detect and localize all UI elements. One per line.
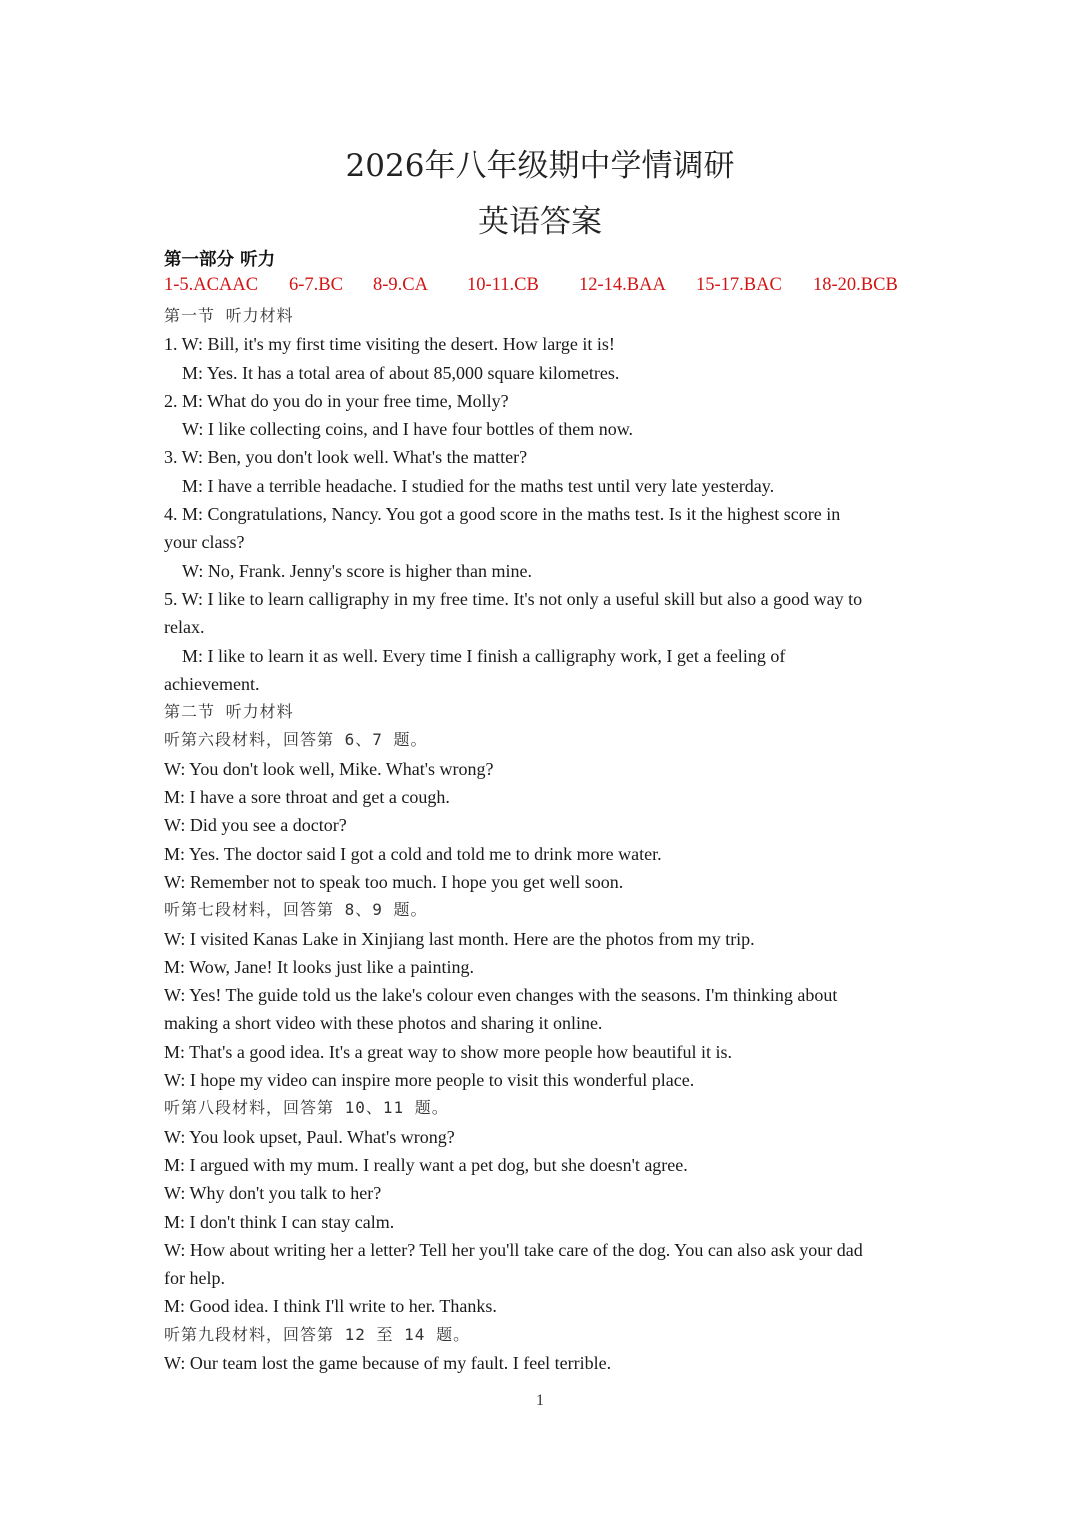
listening-transcript — [164, 302, 909, 1377]
transcript-line: 5. W: I like to learn calligraphy in my free time. It's not only a useful skill but also a good way to — [164, 588, 863, 609]
answer-key-row — [0, 275, 1080, 301]
transcript-line: W: You look upset, Paul. What's wrong? — [164, 1126, 455, 1147]
answer-key: 12-14.BAA — [579, 275, 666, 295]
page-subtitle: 英语答案 — [478, 204, 602, 240]
transcript-line: W: Why don't you talk to her? — [164, 1183, 382, 1204]
transcript-line: W: I visited Kanas Lake in Xinjiang last month. Here are the photos from my trip. — [164, 928, 755, 949]
transcript-line: your class? — [164, 532, 245, 553]
transcript-line: M: I argued with my mum. I really want a pet dog, but she doesn't agree. — [164, 1154, 688, 1175]
answer-key: 6-7.BC — [289, 275, 343, 295]
transcript-line: M: Good idea. I think I'll write to her. Thanks. — [164, 1296, 497, 1317]
transcript-line: W: No, Frank. Jenny's score is higher than mine. — [182, 560, 533, 581]
transcript-line: 4. M: Congratulations, Nancy. You got a good score in the maths test. Is it the highest score in — [164, 504, 841, 525]
transcript-line: M: I have a terrible headache. I studied for the maths test until very late yesterday. — [182, 475, 775, 496]
transcript-line: W: I like collecting coins, and I have four bottles of them now. — [182, 419, 634, 440]
section-heading: 第一部分 听力 — [164, 250, 276, 270]
transcript-line: for help. — [164, 1268, 225, 1289]
transcript-line: 2. M: What do you do in your free time, Molly? — [164, 390, 509, 411]
page-title: 2026年八年级期中学情调研 — [345, 148, 735, 184]
answer-key: 10-11.CB — [467, 275, 539, 295]
transcript-line: 3. W: Ben, you don't look well. What's the matter? — [164, 447, 528, 468]
transcript-line: M: I have a sore throat and get a cough. — [164, 787, 450, 808]
section-label: 听第八段材料，回答第 10、11 题。 — [164, 1098, 449, 1118]
section-label: 听第九段材料，回答第 12 至 14 题。 — [164, 1324, 471, 1344]
transcript-line: M: I don't think I can stay calm. — [164, 1211, 395, 1232]
transcript-line: W: Yes! The guide told us the lake's colour even changes with the seasons. I'm thinking about — [164, 985, 838, 1006]
answer-key: 8-9.CA — [373, 275, 428, 295]
section-label: 第二节 听力材料 — [164, 702, 294, 722]
transcript-line: W: Remember not to speak too much. I hope you get well soon. — [164, 871, 624, 892]
answer-key: 1-5.ACAAC — [164, 275, 259, 295]
transcript-line: W: How about writing her a letter? Tell her you'll take care of the dog. You can also ask your dad — [164, 1239, 863, 1260]
transcript-line: 1. W: Bill, it's my first time visiting the desert. How large it is! — [164, 334, 615, 355]
answer-key: 18-20.BCB — [813, 275, 898, 295]
section-label: 第一节 听力材料 — [164, 306, 294, 325]
transcript-line: W: I hope my video can inspire more people to visit this wonderful place. — [164, 1070, 695, 1091]
transcript-line: M: That's a good idea. It's a great way to show more people how beautiful it is. — [164, 1041, 733, 1062]
transcript-line: M: Wow, Jane! It looks just like a painting. — [164, 956, 475, 977]
transcript-line: making a short video with these photos and sharing it online. — [164, 1013, 603, 1034]
transcript-line: M: Yes. It has a total area of about 85,000 square kilometres. — [182, 362, 620, 383]
transcript-line: M: I like to learn it as well. Every time I finish a calligraphy work, I get a feeling of — [182, 645, 786, 666]
answer-key: 15-17.BAC — [696, 275, 782, 295]
transcript-line: relax. — [164, 617, 205, 638]
transcript-line: W: Our team lost the game because of my fault. I feel terrible. — [164, 1352, 612, 1373]
transcript-line: M: Yes. The doctor said I got a cold and told me to drink more water. — [164, 843, 662, 864]
page-number: 1 — [536, 1392, 544, 1409]
transcript-line: W: You don't look well, Mike. What's wrong? — [164, 758, 494, 779]
transcript-line: W: Did you see a doctor? — [164, 815, 347, 836]
section-label: 听第七段材料，回答第 8、9 题。 — [164, 900, 428, 920]
section-label: 听第六段材料，回答第 6、7 题。 — [164, 730, 428, 750]
transcript-line: achievement. — [164, 673, 260, 694]
